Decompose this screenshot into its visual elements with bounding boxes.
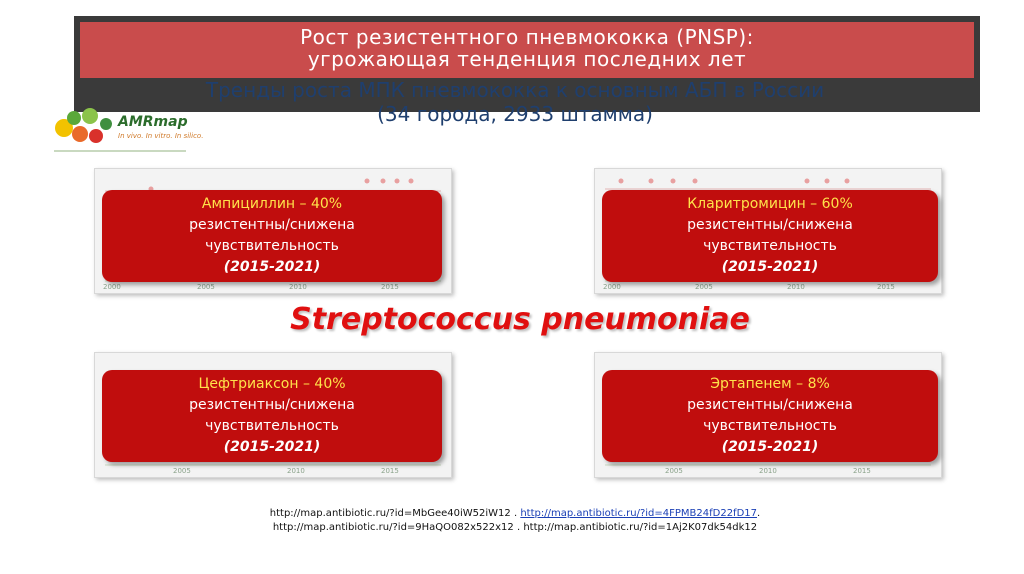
trend-dot — [805, 179, 810, 184]
source-url-plain: http://map.antibiotic.ru/?id=MbGee40iW52iW12 — [269, 508, 511, 519]
separator: . — [513, 522, 524, 533]
card-drug: Ампициллин – 40% — [201, 196, 343, 212]
title-line-1: Рост резистентного пневмококка (PNSP): — [300, 25, 754, 49]
separator: . — [510, 508, 521, 519]
trend-dot — [671, 179, 676, 184]
card-years: (2015-2021) — [223, 259, 321, 275]
card-desc: чувствительность — [205, 418, 339, 434]
trend-dot — [693, 179, 698, 184]
tick-label: 2015 — [381, 283, 399, 291]
logo-name: AMRmap — [118, 114, 188, 130]
card-drug: Эртапенем – 8% — [710, 376, 830, 392]
tick-label: 2010 — [759, 467, 777, 475]
card-drug: Цефтриаксон – 40% — [198, 376, 346, 392]
card-desc: резистентны/снижена — [687, 397, 853, 413]
tick-label: 2015 — [381, 467, 399, 475]
card-desc: резистентны/снижена — [189, 397, 355, 413]
period: . — [757, 508, 761, 519]
source-links-line-1 — [150, 507, 880, 521]
trend-dot — [825, 179, 830, 184]
logo-tagline: In vivo. In vitro. In silico. — [118, 132, 204, 140]
organism-name: Streptococcus pneumoniae — [290, 302, 750, 337]
card-drug: Кларитромицин – 60% — [687, 196, 853, 212]
page-subtitle — [150, 78, 880, 126]
trend-dot — [381, 179, 386, 184]
tick-label: 2015 — [877, 283, 895, 291]
card-desc: чувствительность — [703, 238, 837, 254]
source-url-plain: http://map.antibiotic.ru/?id=9HaQO082x522x12 — [272, 522, 514, 533]
title-line-2: угрожающая тенденция последних лет — [307, 47, 747, 71]
tick-label: 2005 — [695, 283, 713, 291]
resistance-card-clarithromycin — [602, 190, 938, 282]
subtitle-line-1: Тренды роста МПК пневмококка к основным АБП в России — [205, 78, 825, 102]
card-desc: чувствительность — [205, 238, 339, 254]
trend-dot — [365, 179, 370, 184]
page-title — [80, 26, 974, 70]
resistance-card-ertapenem — [602, 370, 938, 462]
card-desc: резистентны/снижена — [687, 217, 853, 233]
tick-label: 2010 — [787, 283, 805, 291]
trend-dot — [649, 179, 654, 184]
tick-label: 2005 — [665, 467, 683, 475]
source-url-plain: http://map.antibiotic.ru/?id=1Aj2K07dk54dk12 — [523, 522, 758, 533]
source-links — [150, 507, 880, 535]
tick-label: 2000 — [603, 283, 621, 291]
card-years: (2015-2021) — [721, 439, 819, 455]
card-desc: резистентны/снижена — [189, 217, 355, 233]
card-desc: чувствительность — [703, 418, 837, 434]
card-years: (2015-2021) — [721, 259, 819, 275]
resistance-card-ampicillin — [102, 190, 442, 282]
tick-label: 2005 — [197, 283, 215, 291]
trend-dot — [409, 179, 414, 184]
trend-dot — [619, 179, 624, 184]
subtitle-line-2: (34 города, 2933 штамма) — [377, 102, 653, 126]
card-years: (2015-2021) — [223, 439, 321, 455]
source-link[interactable]: http://map.antibiotic.ru/?id=4FPMB24fD22fD17 — [520, 508, 758, 519]
tick-label: 2005 — [173, 467, 191, 475]
tick-label: 2010 — [289, 283, 307, 291]
trend-dot — [395, 179, 400, 184]
tick-label: 2010 — [287, 467, 305, 475]
tick-label: 2000 — [103, 283, 121, 291]
trend-dot — [845, 179, 850, 184]
tick-label: 2015 — [853, 467, 871, 475]
resistance-card-ceftriaxone — [102, 370, 442, 462]
source-links-line-2 — [150, 521, 880, 535]
